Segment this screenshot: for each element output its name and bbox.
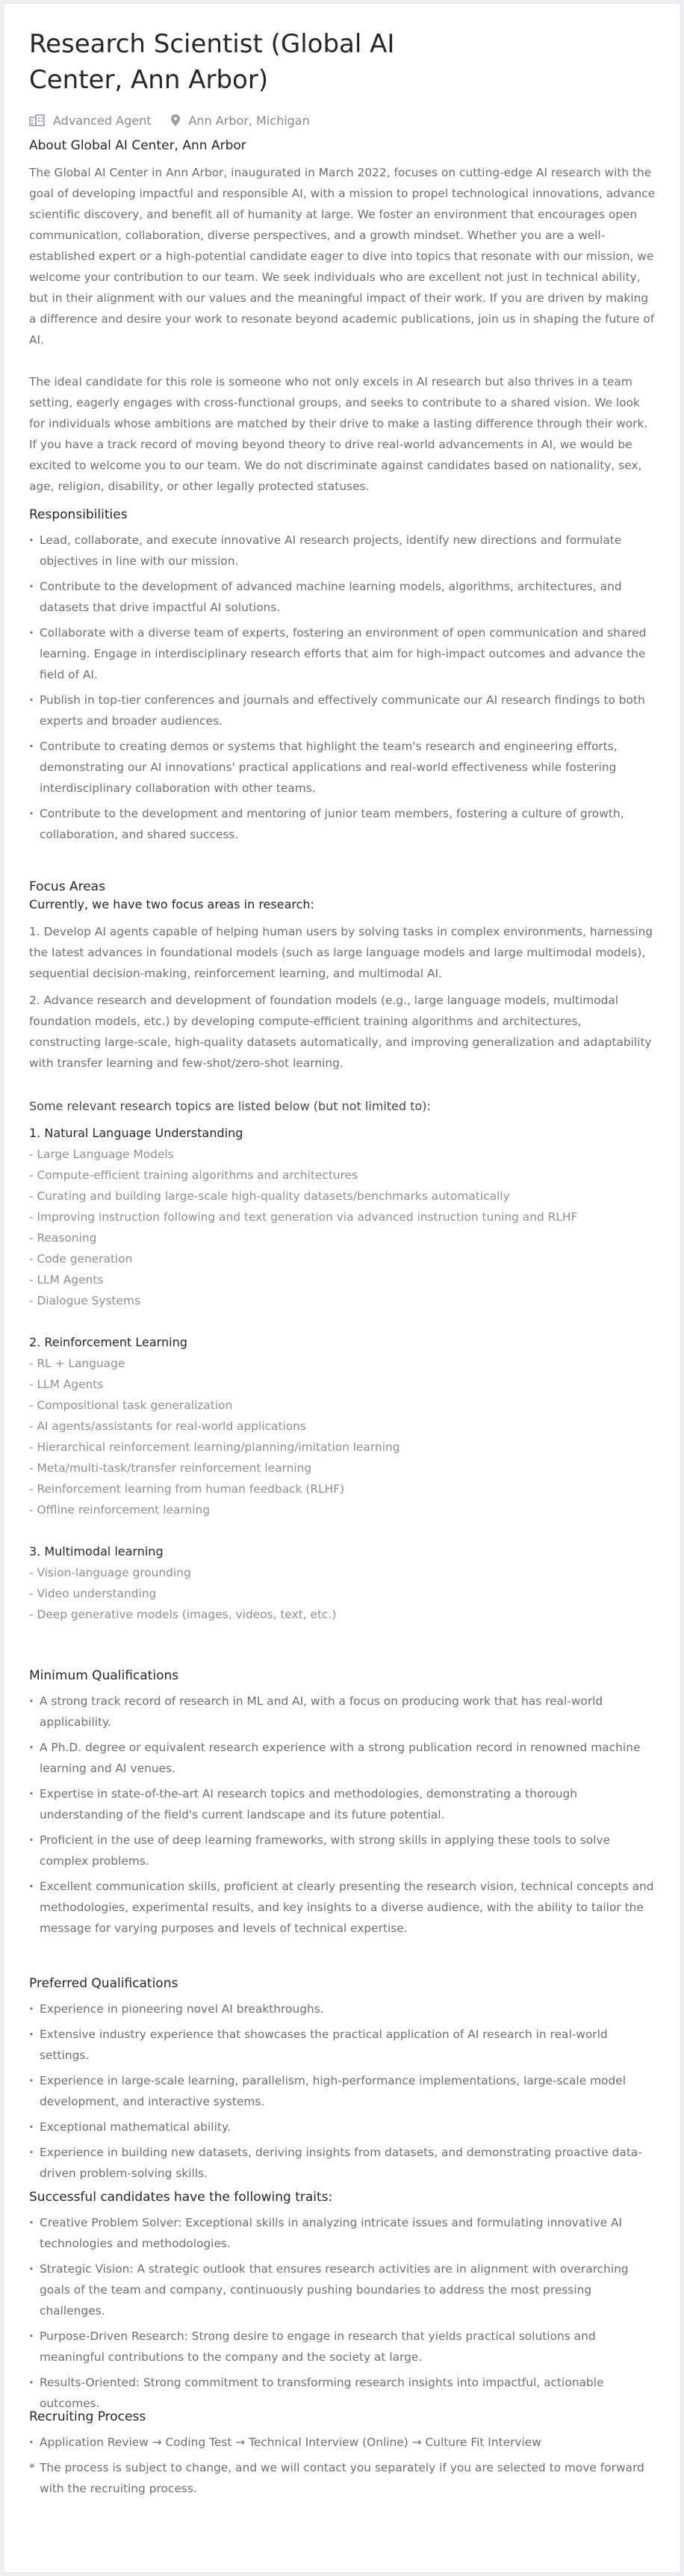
job-posting-card bbox=[3, 3, 681, 2573]
department-tag bbox=[29, 114, 151, 128]
focus-title: Focus Areas bbox=[29, 879, 105, 894]
focus-areas bbox=[29, 921, 656, 1074]
about-section bbox=[29, 138, 656, 497]
location-label: Ann Arbor, Michigan bbox=[188, 113, 310, 128]
pref-quals-list bbox=[29, 1998, 656, 2184]
list-item: · A strong track record of research in ML and AI, with a focus on producing work that has real-world applicability. bbox=[29, 1691, 656, 1733]
list-item: · Lead, collaborate, and execute innovative AI research projects, identify new directions and formulate objectives in line with our mission. bbox=[29, 530, 656, 572]
topic-item: - Compositional task generalization bbox=[29, 1399, 233, 1412]
topic-item: - Large Language Models bbox=[29, 1148, 174, 1161]
topic-item: - Vision-language grounding bbox=[29, 1566, 191, 1579]
list-item: · Expertise in state-of-the-art AI research topics and methodologies, demonstrating a thorough understanding of the field's current landscape and its future potential. bbox=[29, 1783, 656, 1825]
list-item: · Purpose-Driven Research: Strong desire to engage in research that yields practical solutions and meaningful contributions to the company and the society at large. bbox=[29, 2326, 656, 2368]
topic-item: - Compute-efficient training algorithms and architectures bbox=[29, 1168, 358, 1182]
min-quals-section bbox=[29, 1668, 656, 1943]
pref-quals-title: Preferred Qualifications bbox=[29, 1976, 178, 1991]
topic-item: - Reasoning bbox=[29, 1231, 97, 1245]
responsibilities-section bbox=[29, 507, 656, 849]
list-item: · Experience in building new datasets, deriving insights from datasets, and demonstrating proactive data-driven problem-solving skills. bbox=[29, 2142, 656, 2184]
topic-item: - RL + Language bbox=[29, 1357, 125, 1370]
topic-item: - Reinforcement learning from human feedback (RLHF) bbox=[29, 1482, 345, 1496]
focus-section bbox=[29, 879, 656, 1625]
pref-quals-section bbox=[29, 1976, 656, 2188]
list-item: · Contribute to the development of advanced machine learning models, algorithms, architectures, and datasets that drive impactful AI solutions. bbox=[29, 576, 656, 618]
topic-item: - Hierarchical reinforcement learning/planning/imitation learning bbox=[29, 1440, 400, 1454]
map-pin-icon bbox=[170, 114, 181, 127]
topic-item: - Deep generative models (images, videos, text, etc.) bbox=[29, 1608, 337, 1621]
responsibilities-title: Responsibilities bbox=[29, 507, 128, 522]
topics-intro: Some relevant research topics are listed below (but not limited to): bbox=[29, 1099, 431, 1113]
about-paragraph: The Global AI Center in Ann Arbor, inaugurated in March 2022, focuses on cutting-edge AI research with the goal of developing impactful and responsible AI, with a mission to propel technological innovations, advance scientific discovery, and benefit all of humanity at large. We foster an environment that encourages open communication, collaboration, diverse perspectives, and a growth mindset. Whether you are a well-established expert or a high-potential candidate eager to dive into topics that resonate with our mission, we welcome your contribution to our team. We seek individuals who are excellent not just in technical ability, but in their alignment with our values and the meaningful impact of their work. If you are driven by making a difference and desire your work to resonate beyond academic publications, join us in shaping the future of AI. bbox=[29, 166, 656, 347]
list-item: · Creative Problem Solver: Exceptional skills in analyzing intricate issues and formulating innovative AI technologies and methodologies. bbox=[29, 2212, 656, 2254]
location-tag bbox=[170, 114, 309, 128]
list-item: · Experience in pioneering novel AI breakthroughs. bbox=[29, 1998, 656, 2019]
topic-group-title: 3. Multimodal learning bbox=[29, 1544, 164, 1558]
focus-intro: Currently, we have two focus areas in research: bbox=[29, 897, 314, 911]
list-item: · Results-Oriented: Strong commitment to transforming research insights into impactful, actionable outcomes. bbox=[29, 2372, 656, 2414]
building-icon bbox=[29, 114, 46, 126]
list-item: · Excellent communication skills, proficient at clearly presenting the research vision, technical concepts and methodologies, experimental results, and key insights to a diverse audience, with the ability to tailor the message for varying purposes and levels of technical expertise. bbox=[29, 1876, 656, 1939]
department-label: Advanced Agent bbox=[53, 113, 152, 128]
topic-list bbox=[29, 1353, 656, 1520]
topic-list bbox=[29, 1144, 656, 1311]
traits-section bbox=[29, 2190, 656, 2418]
job-content bbox=[29, 26, 656, 2495]
topic-list bbox=[29, 1562, 656, 1625]
list-item: · Contribute to creating demos or systems that highlight the team's research and engineering efforts, demonstrating our AI innovations' practical applications and real-world effectiveness while fostering interdisciplinary collaboration with other teams. bbox=[29, 736, 656, 799]
list-item: · A Ph.D. degree or equivalent research experience with a strong publication record in renowned machine learning and AI venues. bbox=[29, 1737, 656, 1779]
list-item: · Publish in top-tier conferences and journals and effectively communicate our AI research findings to both experts and broader audiences. bbox=[29, 690, 656, 731]
page-title: Research Scientist (Global AI Center, Ann Arbor) bbox=[29, 29, 395, 95]
recruiting-steps bbox=[29, 2432, 656, 2453]
responsibilities-list bbox=[29, 530, 656, 845]
min-quals-title: Minimum Qualifications bbox=[29, 1668, 179, 1683]
recruiting-steps-text: · Application Review → Coding Test → Technical Interview (Online) → Culture Fit Interview bbox=[29, 2432, 656, 2453]
topic-item: - LLM Agents bbox=[29, 1273, 104, 1287]
topic-item: - Meta/multi-task/transfer reinforcement learning bbox=[29, 1461, 312, 1475]
recruiting-section bbox=[29, 2409, 656, 2499]
about-title: About Global AI Center, Ann Arbor bbox=[29, 138, 246, 153]
about-paragraph: The ideal candidate for this role is someone who not only excels in AI research but also thrives in a team setting, eagerly engages with cross-functional groups, and seeks to contribute to a shared vision. We look for individuals whose ambitions are matched by their drive to make a lasting difference through their work. If you have a track record of moving beyond theory to drive real-world advancements in AI, we would be excited to welcome you to our team. We do not discriminate against candidates based on nationality, sex, age, religion, disability, or other legally protected statuses. bbox=[29, 375, 648, 493]
focus-area: 2. Advance research and development of foundation models (e.g., large language models, multimodal foundation models, etc.) by developing compute-efficient training algorithms and architectures, constructing large-scale, high-quality datasets automatically, and improving generalization and adaptability with transfer learning and few-shot/zero-shot learning. bbox=[29, 994, 652, 1070]
list-item: · Contribute to the development and mentoring of junior team members, fostering a culture of growth, collaboration, and shared success. bbox=[29, 803, 656, 845]
list-item: · Proficient in the use of deep learning frameworks, with strong skills in applying these tools to solve complex problems. bbox=[29, 1830, 656, 1871]
topic-group-title: 2. Reinforcement Learning bbox=[29, 1335, 187, 1349]
topic-item: - Code generation bbox=[29, 1252, 133, 1266]
list-item: · Experience in large-scale learning, parallelism, high-performance implementations, large-scale model development, and interactive systems. bbox=[29, 2070, 656, 2112]
traits-list bbox=[29, 2212, 656, 2414]
recruiting-title: Recruiting Process bbox=[29, 2409, 146, 2424]
list-item: · Strategic Vision: A strategic outlook that ensures research activities are in alignment with overarching goals of the team and company, continuously pushing boundaries to address the most pressing challenges. bbox=[29, 2258, 656, 2321]
topic-item: - Curating and building large-scale high-quality datasets/benchmarks automatically bbox=[29, 1189, 510, 1203]
topic-item: - Dialogue Systems bbox=[29, 1294, 140, 1307]
min-quals-list bbox=[29, 1691, 656, 1939]
focus-area: 1. Develop AI agents capable of helping human users by solving tasks in complex environments, harnessing the latest advances in foundational models (such as large language models and large multimodal models), sequential decision-making, reinforcement learning, and multimodal AI. bbox=[29, 925, 653, 980]
list-item: · Exceptional mathematical ability. bbox=[29, 2117, 656, 2137]
topic-item: - Improving instruction following and text generation via advanced instruction tuning and RLHF bbox=[29, 1210, 578, 1224]
topic-item: - AI agents/assistants for real-world applications bbox=[29, 1419, 306, 1433]
list-item: · Extensive industry experience that showcases the practical application of AI research in real-world settings. bbox=[29, 2024, 656, 2066]
traits-title: Successful candidates have the following traits: bbox=[29, 2190, 333, 2205]
recruiting-note: * The process is subject to change, and we will contact you separately if you are selected to move forward with the recruiting process. bbox=[29, 2457, 656, 2499]
topic-item: - Video understanding bbox=[29, 1587, 157, 1600]
topic-item: - Offline reinforcement learning bbox=[29, 1503, 211, 1517]
job-meta bbox=[29, 111, 656, 129]
topic-group-title: 1. Natural Language Understanding bbox=[29, 1126, 243, 1140]
list-item: · Collaborate with a diverse team of experts, fostering an environment of open communication and shared learning. Engage in interdisciplinary research efforts that aim for high-impact outcomes and advance the field of AI. bbox=[29, 622, 656, 685]
topic-item: - LLM Agents bbox=[29, 1378, 104, 1391]
